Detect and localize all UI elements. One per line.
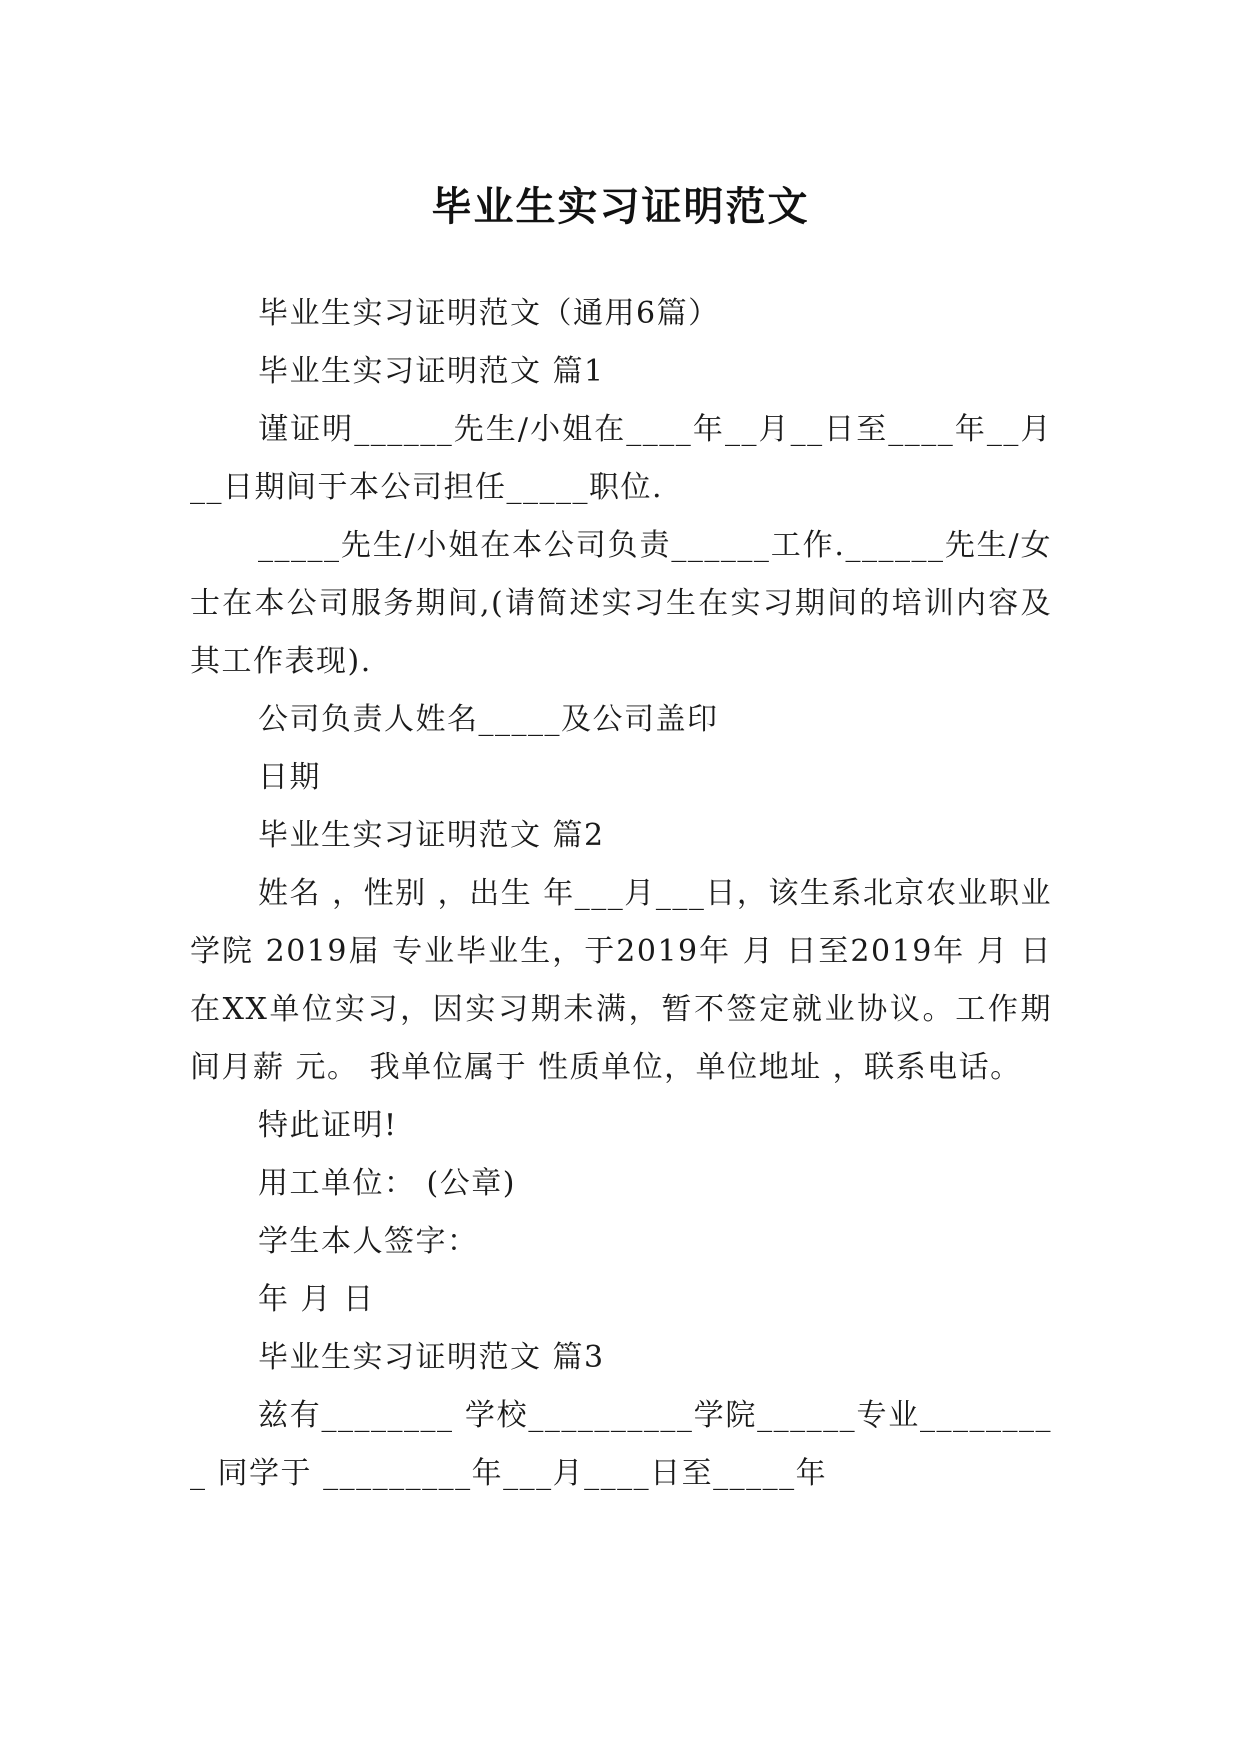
- paragraph-subtitle: 毕业生实习证明范文（通用6篇）: [258, 296, 720, 331]
- document-title: 毕业生实习证明范文: [431, 182, 810, 230]
- paragraph-school-info: 兹有________ 学校__________学院______专业_________ 同学于 _________年___月____日至_____年: [190, 1398, 1052, 1491]
- paragraph-responsibility: _____先生/小姐在本公司负责______工作.______先生/女士在本公司服务期间,(请简述实习生在实习期间的培训内容及其工作表现).: [190, 528, 1052, 679]
- paragraph-certification: 谨证明______先生/小姐在____年__月__日至____年__月__日期间于本公司担任_____职位.: [190, 412, 1052, 505]
- paragraph-heading-3: 毕业生实习证明范文 篇3: [258, 1340, 605, 1375]
- paragraph-hereby-certify: 特此证明!: [258, 1108, 398, 1143]
- paragraph-student-signature: 学生本人签字：: [258, 1224, 479, 1259]
- paragraph-student-info: 姓名 ，性别 ，出生 年___月___日，该生系北京农业职业学院 2019届 专业毕业生，于2019年 月 日至2019年 月 日在XX单位实习，因实习期未满，暂不签定就业协议。工作期间月薪 元。 我单位属于 性质单位，单位地址 ，联系电话。: [190, 876, 1052, 1085]
- paragraph-heading-2: 毕业生实习证明范文 篇2: [258, 818, 605, 853]
- paragraph-company-seal: 公司负责人姓名_____及公司盖印: [258, 702, 719, 737]
- paragraph-employer: 用工单位： (公章): [258, 1166, 516, 1201]
- paragraph-heading-1: 毕业生实习证明范文 篇1: [258, 354, 605, 389]
- paragraph-sign-date: 年 月 日: [258, 1282, 375, 1317]
- paragraph-date: 日期: [258, 760, 321, 795]
- document-body: [190, 285, 1052, 1503]
